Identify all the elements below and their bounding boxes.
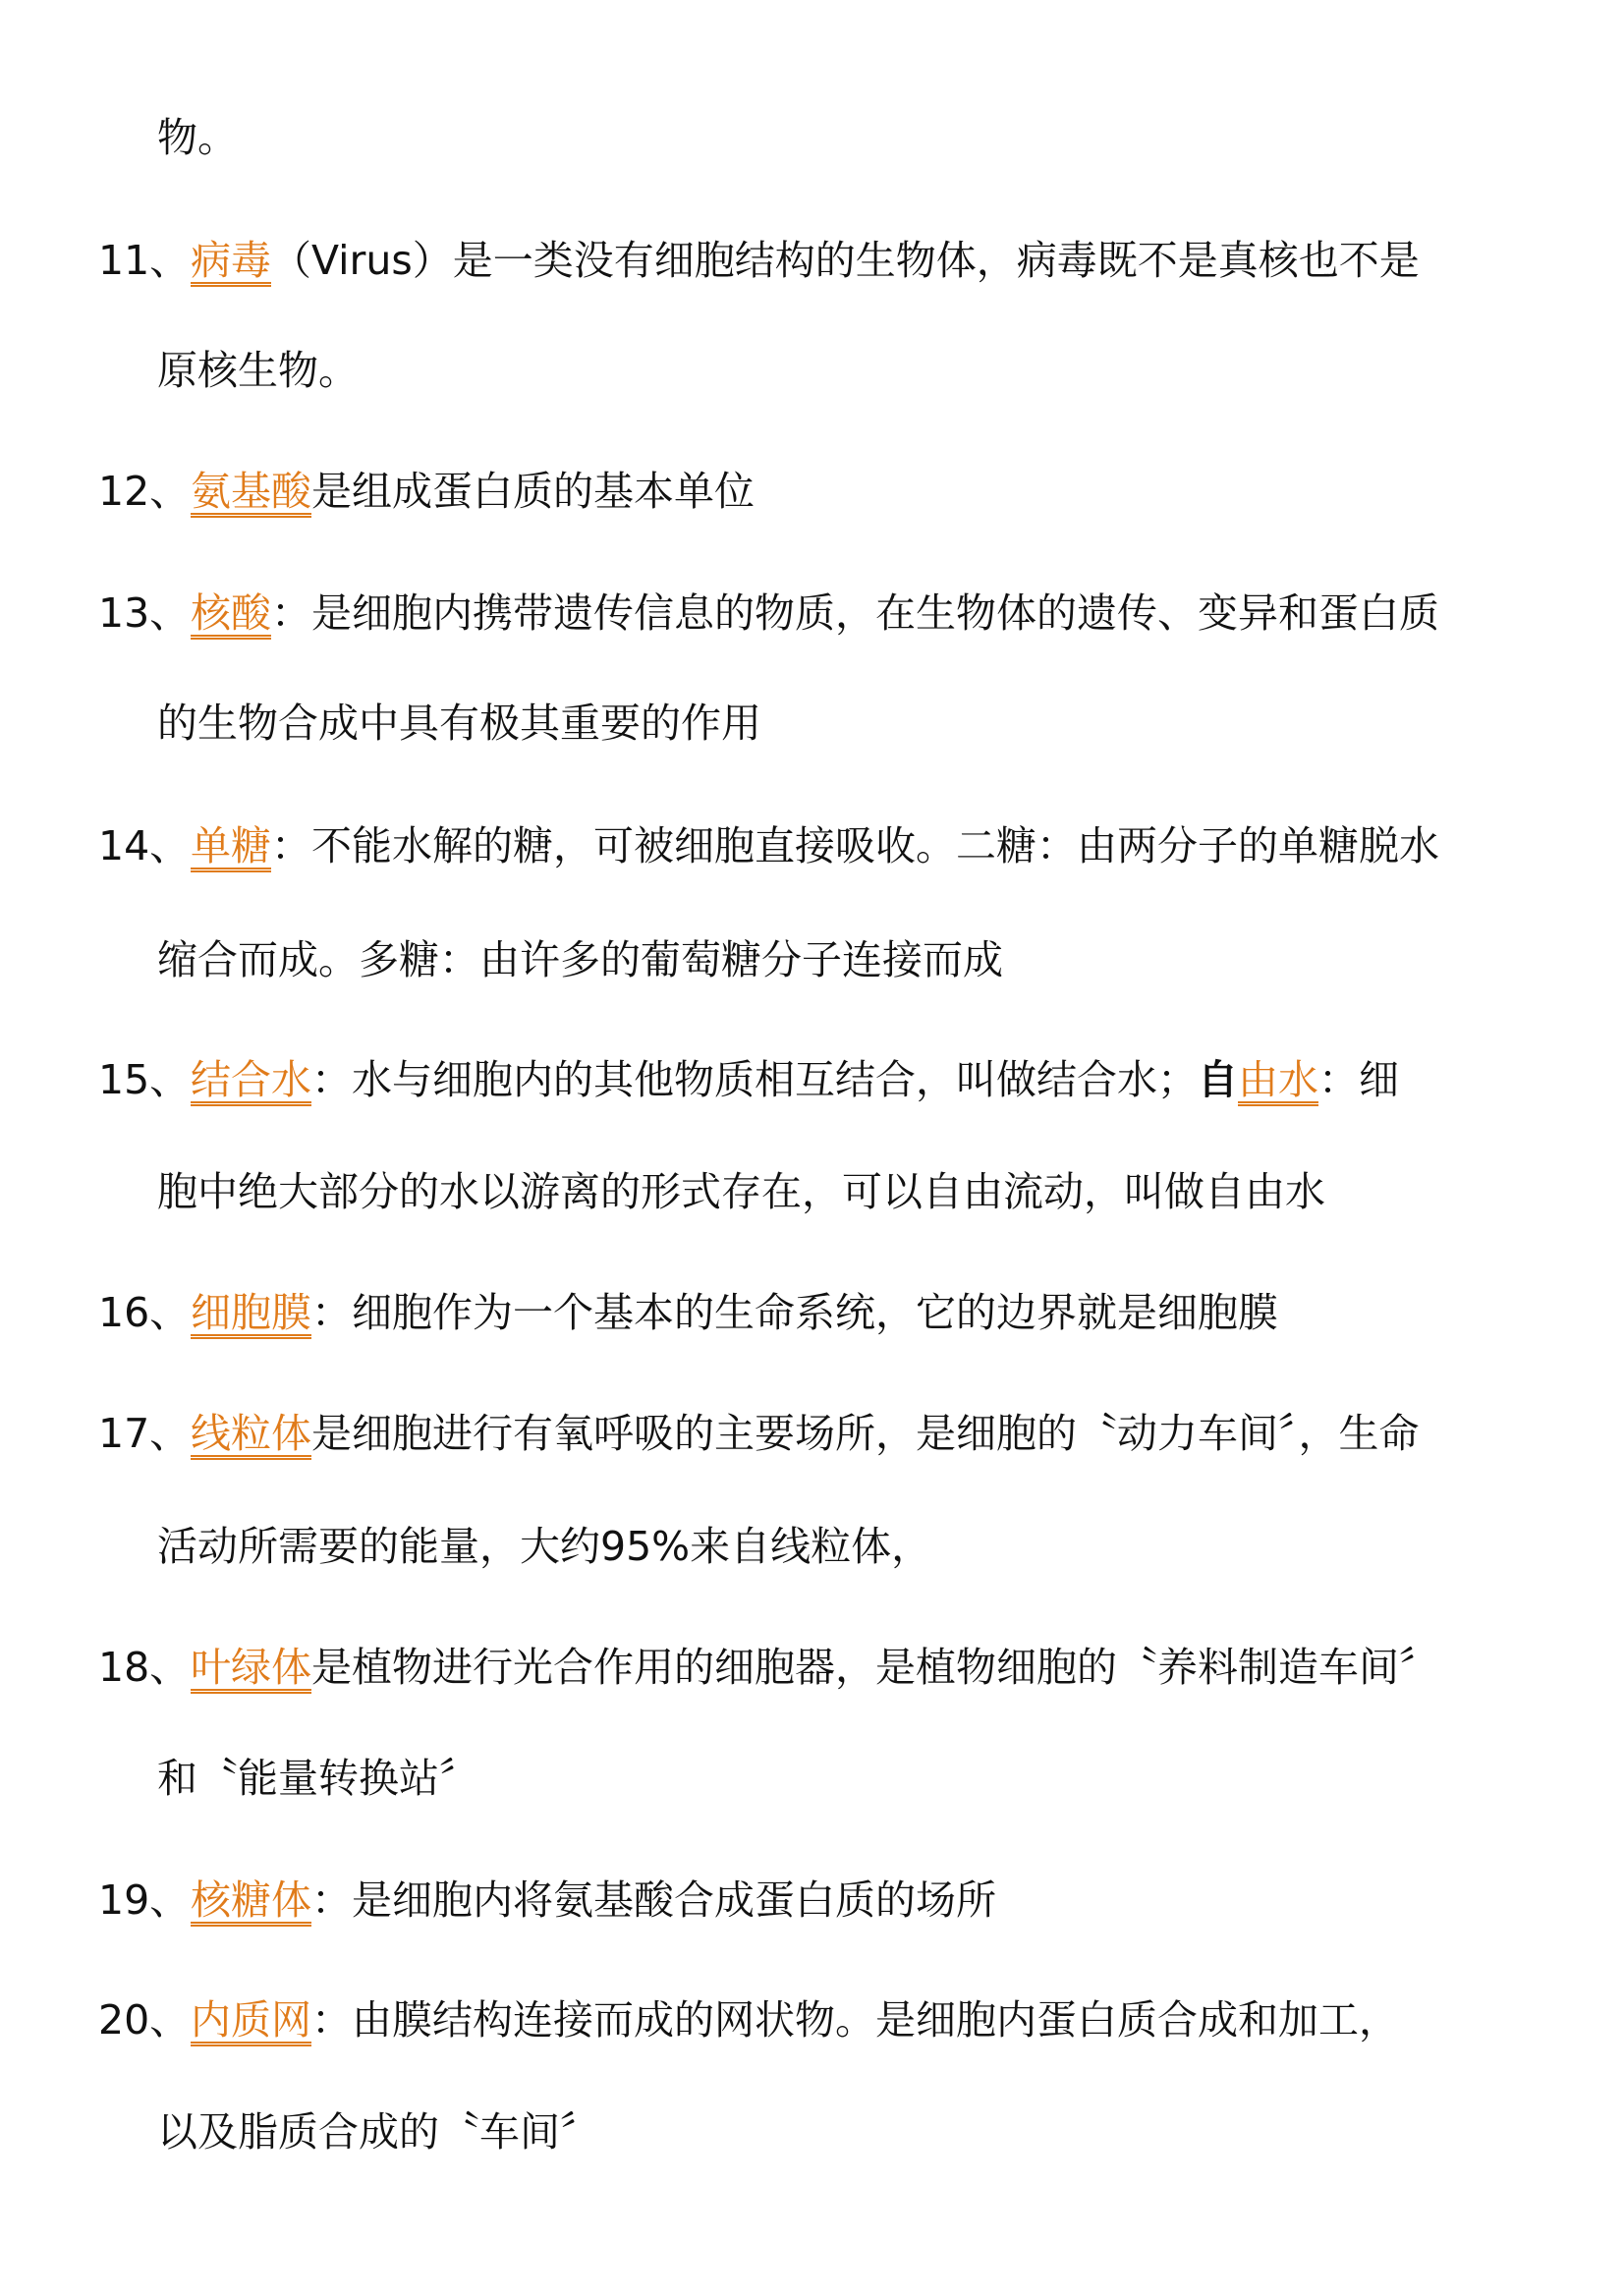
- body-text: 缩合而成。多糖：由许多的葡萄糖分子连接而成: [157, 936, 1003, 983]
- body-text: 原核生物。: [157, 347, 359, 394]
- body-text: 活动所需要的能量，大约95%来自线粒体，: [157, 1523, 932, 1570]
- item-number: 14、: [98, 822, 191, 869]
- line-body: [157, 1162, 1325, 1221]
- key-term: 内质网: [191, 1996, 311, 2044]
- item-number: 18、: [98, 1644, 191, 1691]
- body-text: 胞中绝大部分的水以游离的形式存在，可以自由流动，叫做自由水: [157, 1168, 1325, 1215]
- body-text: 和〝能量转换站〞: [157, 1755, 479, 1802]
- item-number: 11、: [98, 237, 191, 284]
- key-term: 核酸: [191, 589, 271, 637]
- body-text: ：由膜结构连接而成的网状物。是细胞内蛋白质合成和加工，: [311, 1996, 1399, 2044]
- line-body: [157, 108, 238, 167]
- line-body: [191, 1283, 1278, 1342]
- line-body: [157, 694, 761, 753]
- item-number: 13、: [98, 589, 191, 637]
- key-term: 线粒体: [191, 1410, 311, 1457]
- line-body: [191, 584, 1439, 643]
- line-body: [191, 231, 1420, 290]
- line-body: [157, 1517, 931, 1576]
- body-text: 的生物合成中具有极其重要的作用: [157, 700, 761, 747]
- line-body: [191, 1990, 1399, 2049]
- line-body: [191, 1871, 996, 1930]
- key-term: 结合水: [191, 1056, 311, 1103]
- item-number: 15、: [98, 1056, 191, 1103]
- line-body: [157, 341, 359, 400]
- line-body: [157, 1749, 479, 1808]
- body-text: 以及脂质合成的〝车间〞: [157, 2108, 600, 2156]
- line-body: [191, 1638, 1439, 1697]
- body-text: ：不能水解的糖，可被细胞直接吸收。二糖：由两分子的单糖脱水: [271, 822, 1439, 869]
- body-text: ：细: [1318, 1056, 1399, 1103]
- key-term: 氨基酸: [191, 468, 311, 515]
- key-term: 单糖: [191, 822, 271, 869]
- body-text: 是细胞进行有氧呼吸的主要场所，是细胞的〝动力车间〞，生命: [311, 1410, 1420, 1457]
- body-text: 是植物进行光合作用的细胞器，是植物细胞的〝养料制造车间〞: [311, 1644, 1439, 1691]
- line-body: [157, 2102, 600, 2161]
- item-number: 17、: [98, 1410, 191, 1457]
- body-text: ：细胞作为一个基本的生命系统，它的边界就是细胞膜: [311, 1289, 1278, 1336]
- line-body: [191, 816, 1439, 875]
- body-text: 物。: [157, 114, 238, 161]
- item-number: 19、: [98, 1876, 191, 1924]
- body-text: ：是细胞内将氨基酸合成蛋白质的场所: [311, 1876, 996, 1924]
- key-term: 叶绿体: [191, 1644, 311, 1691]
- item-number: 16、: [98, 1289, 191, 1336]
- key-term: 由水: [1238, 1056, 1318, 1103]
- line-body: [191, 462, 755, 521]
- item-number: 12、: [98, 468, 191, 515]
- body-text: ：水与细胞内的其他物质相互结合，叫做结合水；: [311, 1056, 1198, 1103]
- key-term: 病毒: [191, 237, 271, 284]
- body-text: 自: [1198, 1056, 1238, 1103]
- line-body: [157, 930, 1003, 989]
- body-text: ：是细胞内携带遗传信息的物质，在生物体的遗传、变异和蛋白质: [271, 589, 1439, 637]
- key-term: 核糖体: [191, 1876, 311, 1924]
- key-term: 细胞膜: [191, 1289, 311, 1336]
- line-body: [191, 1050, 1399, 1109]
- body-text: （Virus）是一类没有细胞结构的生物体，病毒既不是真核也不是: [271, 237, 1420, 284]
- item-number: 20、: [98, 1996, 191, 2044]
- body-text: 是组成蛋白质的基本单位: [311, 468, 755, 515]
- line-body: [191, 1404, 1420, 1463]
